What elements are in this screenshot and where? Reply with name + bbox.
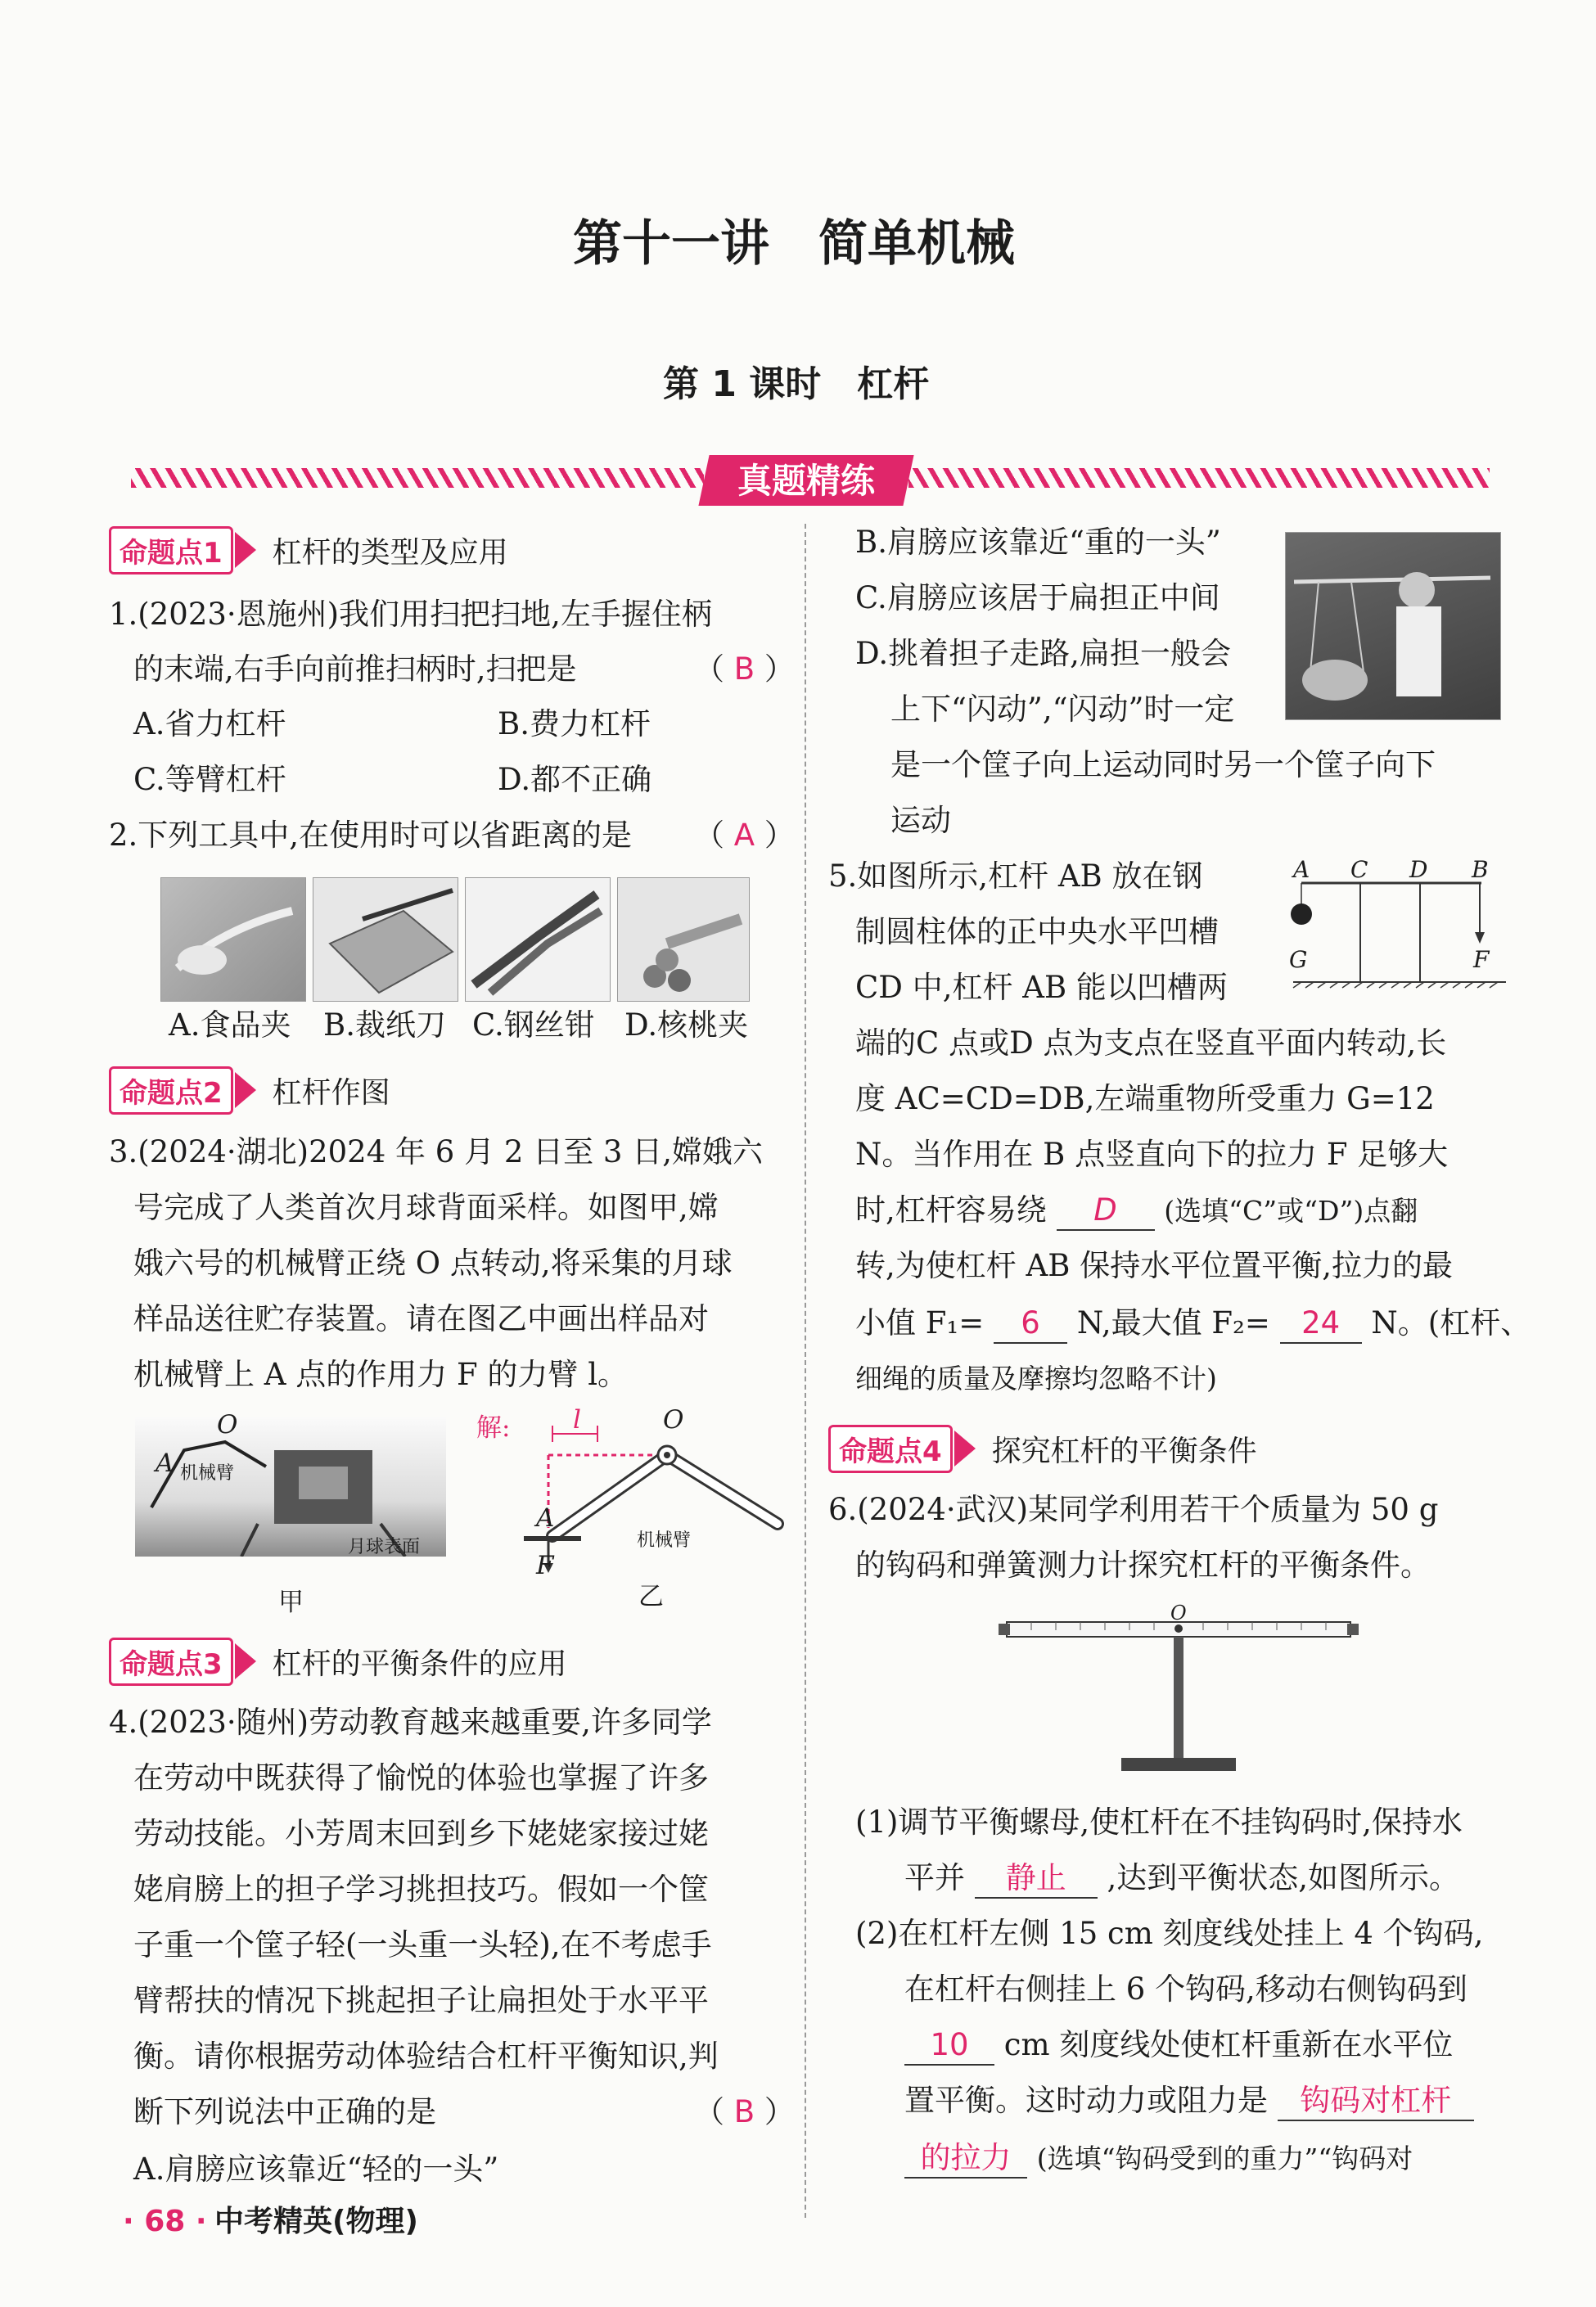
q4-line6: 臂帮扶的情况下挑起担子让扁担处于水平平 [133,1983,709,2018]
knowledge-point-3 [109,1637,567,1686]
lesson-title: 第 1 课时 杠杆 [663,363,930,405]
q4-option-d-3: 是一个筐子向上运动同时另一个筐子向下 [890,747,1436,782]
kp-tag: 命题点3 [109,1638,233,1686]
q2-line1: 2.下列工具中,在使用时可以省距离的是 [109,818,633,853]
fig-a-arm-label: 机械臂 [180,1463,235,1484]
column-divider [805,524,806,2218]
q6-blank-state: 静止 [975,1859,1098,1899]
q2-answer-value: A [733,818,755,853]
q5-line3: CD 中,杠杆 AB 能以凹槽两 [855,970,1228,1005]
q2-answer: （ A ） [694,818,795,853]
q1-option-d: D.都不正确 [498,762,652,797]
knowledge-point-4 [828,1424,1257,1473]
q6-s2-line5-post: (选填“钩码受到的重力”“钩码对 [1036,2143,1413,2174]
q5-blank-min-force: 6 [994,1304,1067,1344]
kp-arrow-icon [954,1431,976,1467]
q5-line5: 度 AC=CD=DB,左端重物所受重力 G=12 [855,1081,1435,1116]
kp-text: 杠杆的平衡条件的应用 [272,1647,567,1681]
banner-stripe-left [131,468,704,488]
page-title: 第十一讲 简单机械 [573,215,1015,273]
knowledge-point-1 [109,525,508,574]
knowledge-point-2 [109,1066,390,1115]
q6-s2-line4-pre: 置平衡。这时动力或阻力是 [904,2083,1268,2118]
q1-answer-value: B [733,651,755,687]
q6-s1-post: ,达到平衡状态,如图所示。 [1107,1860,1460,1895]
kp-tag: 命题点2 [109,1066,233,1115]
q4-option-d-1: D.挑着担子走路,扁担一般会 [855,636,1231,671]
q5-line10: 细绳的质量及摩擦均忽略不计) [855,1363,1217,1395]
footer-page-number: · 68 · [123,2205,207,2238]
kp-tag: 命题点1 [109,526,233,574]
fig5-label-G: G [1289,946,1308,973]
q5-line2: 制圆柱体的正中央水平凹槽 [855,914,1219,949]
q5-line9-mid: N,最大值 F₂= [1076,1305,1270,1340]
q5-line4: 端的C 点或D 点为支点在竖直平面内转动,长 [855,1025,1447,1061]
fig-b-solution-label: 解: [476,1413,511,1443]
q5-blank-max-force: 24 [1280,1304,1362,1344]
q2-option-a: A.食品夹 [169,1007,291,1043]
fig-b-label-F: F [536,1551,554,1580]
q4-option-a: A.肩膀应该靠近“轻的一头” [133,2152,499,2187]
q4-option-b: B.肩膀应该靠近“重的一头” [855,525,1221,560]
q2-option-d: D.核桃夹 [624,1007,749,1043]
q6-s1-pre: 平并 [904,1860,965,1895]
fig-b-label-l: l [573,1405,581,1435]
q4-line7: 衡。请你根据劳动体验结合杠杆平衡知识,判 [133,2039,719,2074]
kp-arrow-icon [235,1643,256,1679]
fig-a-label-O: O [217,1410,238,1440]
banner-label: 真题精练 [737,461,875,501]
q6-s2-line2: 在杠杆右侧挂上 6 个钩码,移动右侧钩码到 [904,1971,1468,2007]
q4-line8: 断下列说法中正确的是 [133,2094,436,2129]
fig-b-label-O: O [663,1405,684,1435]
q5-line7 [855,1192,1418,1231]
q5-line7-pre: 时,杠杆容易绕 [855,1192,1047,1228]
q4-option-c: C.肩膀应该居于扁担正中间 [855,580,1220,615]
q2-option-b: B.裁纸刀 [323,1007,446,1043]
q3-line2: 号完成了人类首次月球背面采样。如图甲,嫦 [133,1190,719,1225]
q1-option-c: C.等臂杠杆 [133,762,286,797]
q6-s2-line1: (2)在杠杆左侧 15 cm 刻度线处挂上 4 个钩码, [855,1916,1484,1951]
kp-tag: 命题点4 [828,1425,953,1473]
fig-b-arm-label: 机械臂 [637,1530,692,1551]
q5-line9 [855,1304,1531,1344]
fig-a-label-A: A [156,1449,174,1478]
banner-stripe-right [908,468,1490,488]
fig5-label-A: A [1293,856,1310,883]
photo-wire-pliers [465,877,611,1002]
q3-line1: 3.(2024·湖北)2024 年 6 月 2 日至 3 日,嫦娥六 [109,1134,763,1169]
photo-paper-cutter [313,877,458,1002]
q1-answer: （ B ） [694,651,795,687]
q4-line5: 子重一个筐子轻(一头重一头轻),在不考虑手 [133,1927,712,1962]
q6-s1-line2 [904,1859,1459,1899]
q4-line4: 姥肩膀上的担子学习挑担技巧。假如一个筐 [133,1872,709,1907]
q4-option-d-4: 运动 [890,803,951,838]
q6-s2-line5 [904,2139,1413,2179]
q3-line5: 机械臂上 A 点的作用力 F 的力臂 l。 [133,1357,629,1392]
fig-b-caption: 乙 [638,1582,664,1611]
q6-s1-line1: (1)调节平衡螺母,使杠杆在不挂钩码时,保持水 [855,1805,1463,1840]
q1-line2: 的末端,右手向前推扫柄时,扫把是 [133,651,577,687]
q6-blank-force-a: 钩码对杠杆 [1278,2082,1474,2121]
fig-a-surface-label: 月球表面 [348,1537,421,1557]
q3-line4: 样品送往贮存装置。请在图乙中画出样品对 [133,1301,709,1336]
q4-line2: 在劳动中既获得了愉悦的体验也掌握了许多 [133,1760,709,1796]
fig5-label-B: B [1472,856,1489,883]
kp-text: 杠杆作图 [272,1075,390,1110]
q5-line9-pre: 小值 F₁= [855,1305,985,1340]
q4-line3: 劳动技能。小芳周末回到乡下姥姥家接过姥 [133,1816,709,1851]
q6-line1: 6.(2024·武汉)某同学利用若干个质量为 50 g [828,1492,1439,1527]
kp-arrow-icon [235,1072,256,1108]
q5-line7-post: (选填“C”或“D”)点翻 [1164,1195,1418,1227]
kp-text: 探究杠杆的平衡条件 [991,1434,1257,1468]
q5-line1: 5.如图所示,杠杆 AB 放在钢 [828,858,1203,894]
q4-answer: （ B ） [694,2094,795,2129]
fig5-label-C: C [1350,856,1368,883]
q3-line3: 娥六号的机械臂正绕 O 点转动,将采集的月球 [133,1246,733,1281]
q4-answer-value: B [733,2094,755,2129]
kp-arrow-icon [235,532,256,568]
q5-blank-pivot: D [1057,1192,1155,1231]
kp-text: 杠杆的类型及应用 [272,535,508,570]
footer-book-title: 中考精英(物理) [214,2205,418,2238]
photo-food-tongs [160,877,306,1002]
fig-a-caption: 甲 [278,1588,304,1617]
q1-line1: 1.(2023·恩施州)我们用扫把扫地,左手握住柄 [109,597,712,632]
q5-line9-post: N。(杠杆、 [1371,1305,1531,1340]
fig6-label-O: O [1170,1602,1187,1624]
q1-option-b: B.费力杠杆 [498,706,651,741]
q5-line8: 转,为使杠杆 AB 保持水平位置平衡,拉力的最 [855,1248,1453,1283]
q1-option-a: A.省力杠杆 [133,706,286,741]
q2-option-c: C.钢丝钳 [472,1007,595,1043]
photo-nutcracker [617,877,750,1002]
fig-b-label-A: A [536,1503,555,1533]
q6-blank-force-b: 的拉力 [904,2139,1027,2179]
fig5-label-D: D [1409,856,1428,883]
q6-line2: 的钩码和弹簧测力计探究杠杆的平衡条件。 [855,1548,1431,1583]
q5-line6: N。当作用在 B 点竖直向下的拉力 F 足够大 [855,1137,1449,1172]
q4-option-d-2: 上下“闪动”,“闪动”时一定 [890,692,1235,727]
photo-shoulder-pole [1285,532,1501,720]
fig5-label-F: F [1473,946,1490,973]
q6-s2-line4 [904,2082,1474,2121]
q4-line1: 4.(2023·随州)劳动教育越来越重要,许多同学 [109,1705,712,1740]
q6-s2-line3 [904,2026,1453,2066]
q6-blank-position: 10 [904,2026,994,2066]
q6-s2-line3-post: cm 刻度线处使杠杆重新在水平位 [1003,2027,1454,2062]
